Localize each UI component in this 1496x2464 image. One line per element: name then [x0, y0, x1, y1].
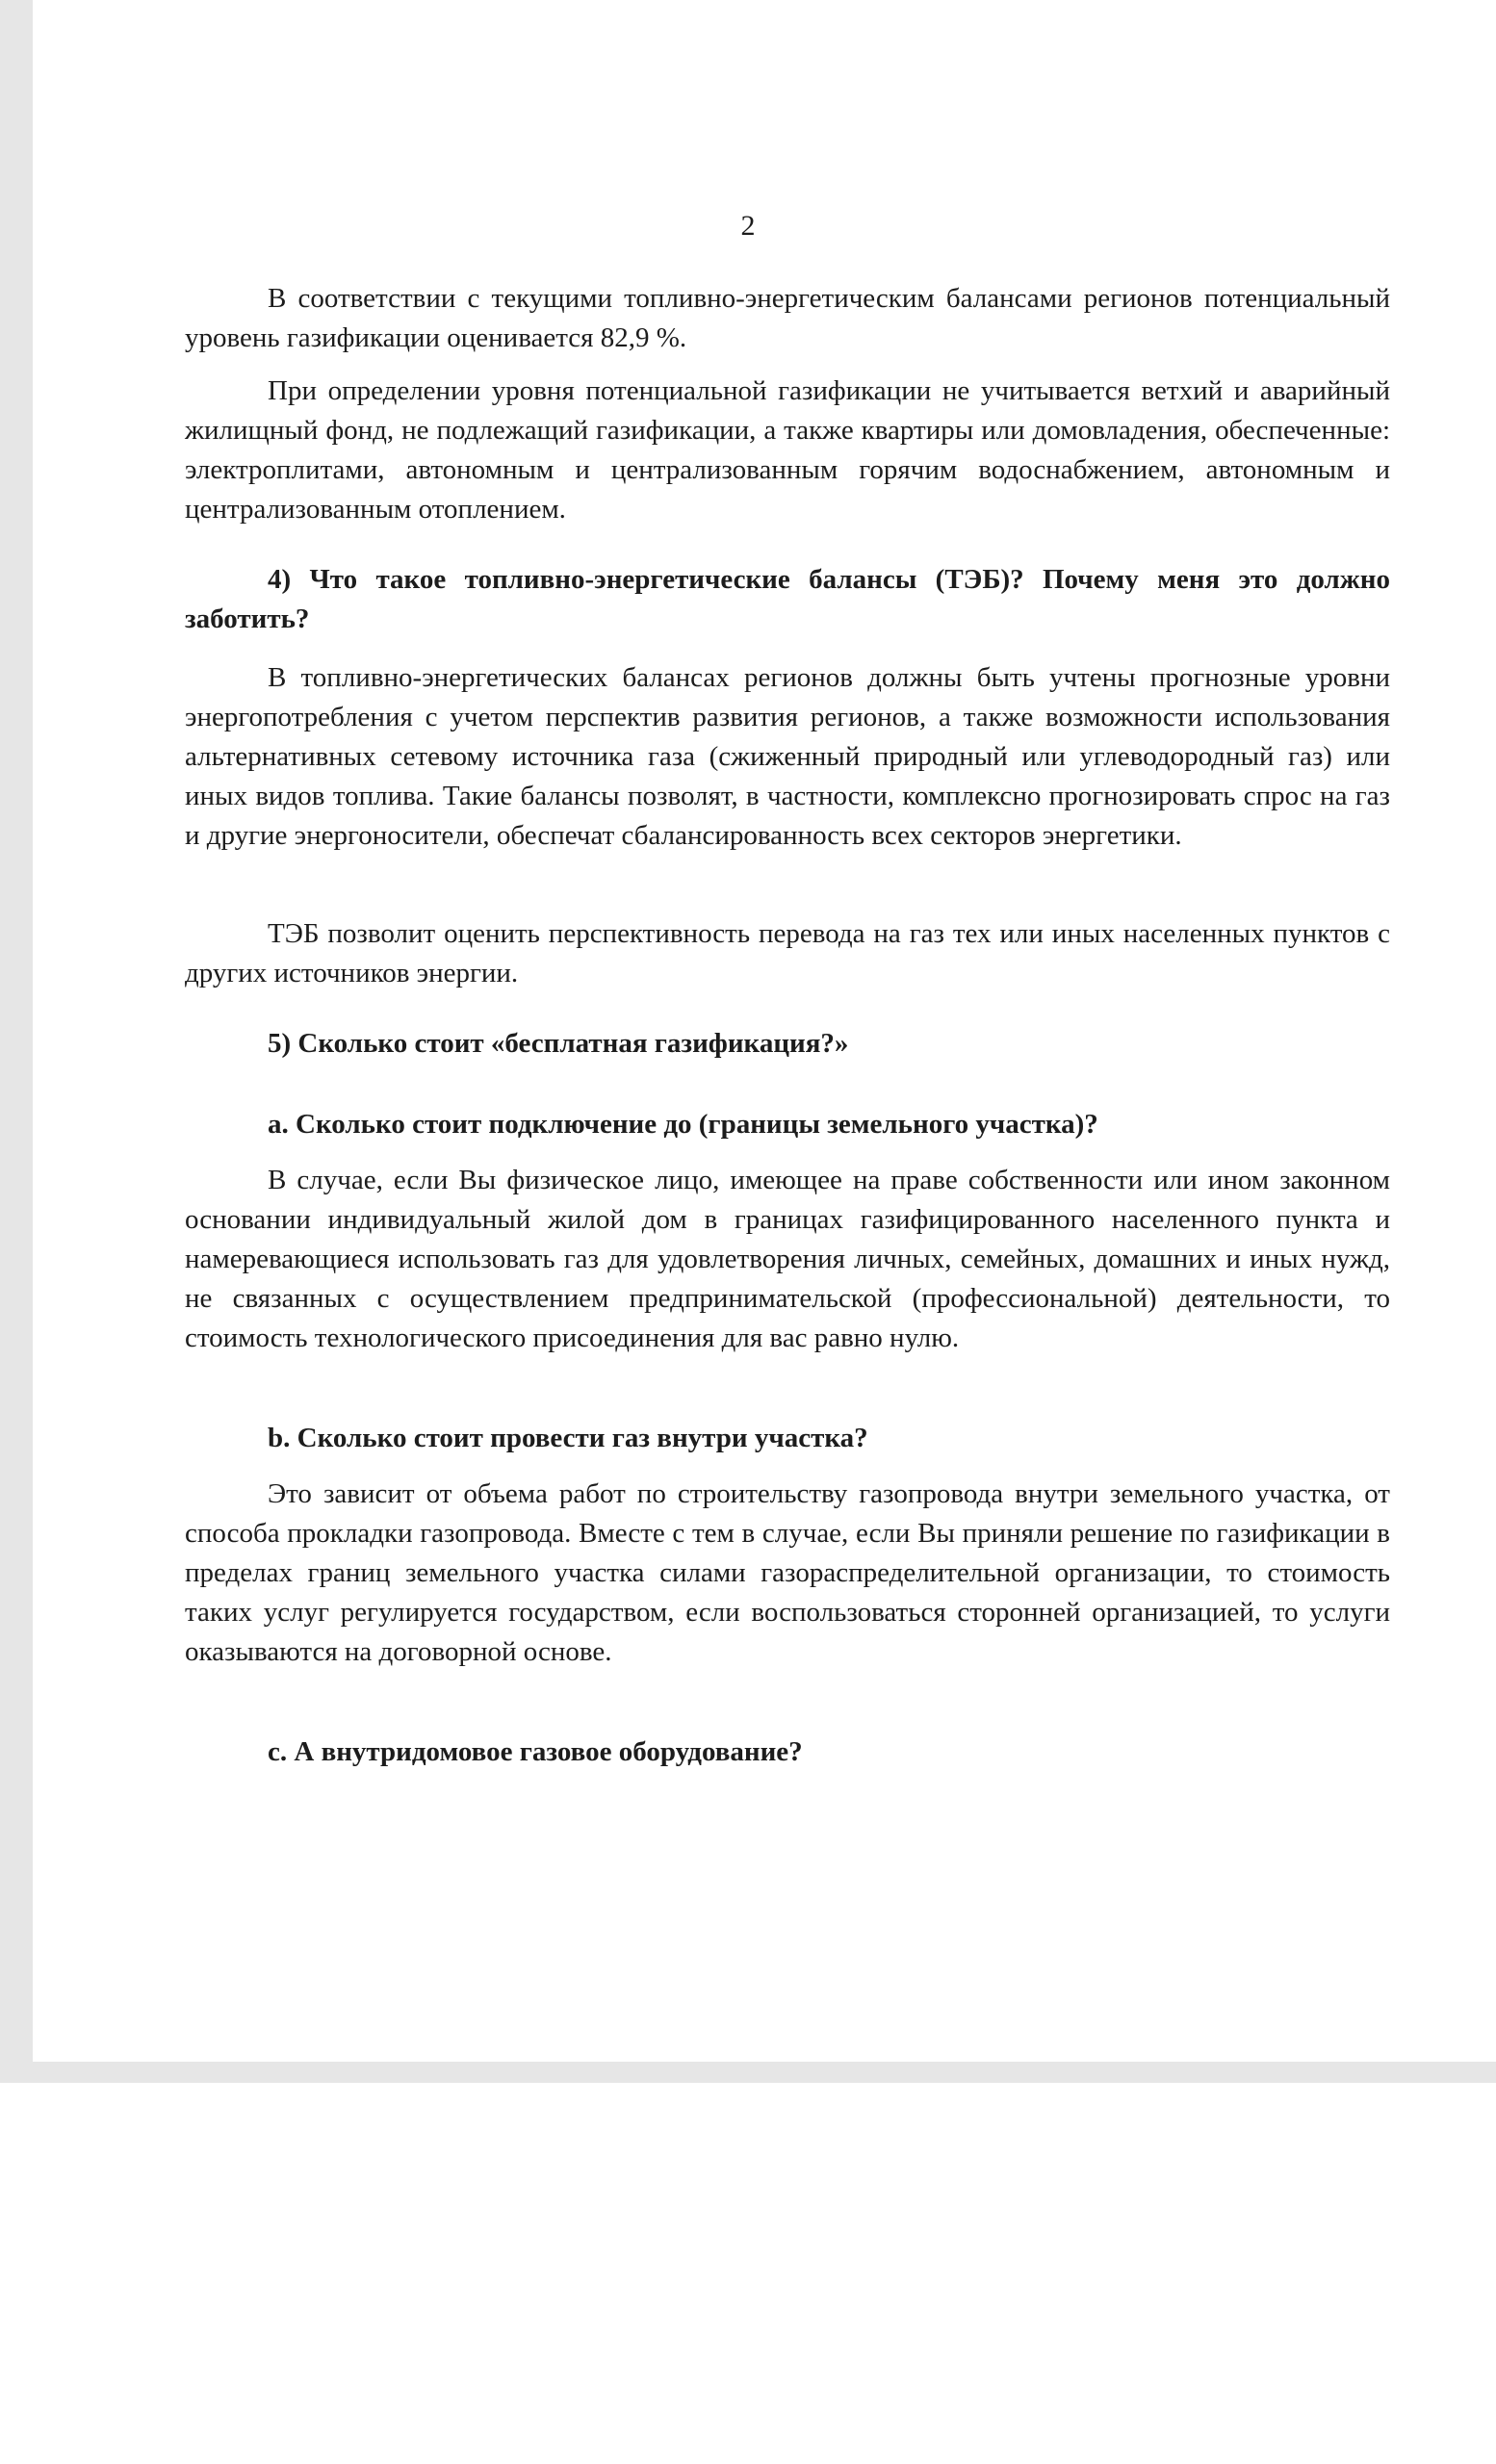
paragraph-inside-plot-cost: Это зависит от объема работ по строительству газопровода внутри земельного участка, от способа прокладки газопровода. Вместе с тем в случае, если Вы приняли решение по газификации в пределах границ земельного участка силами газораспределительной организации, то стоимость таких услуг регулируется государством, если воспользоваться сторонней организацией, то услуги оказываются на договорной основе.: [185, 1478, 1390, 1667]
blank-area: [0, 2083, 1496, 2464]
paragraph-exclusions: При определении уровня потенциальной газификации не учитывается ветхий и аварийный жилищный фонд, не подлежащий газификации, а также квартиры или домовладения, обеспеченные: электроплитами, автономным и централизованным горячим водоснабжением, автономным и централизованным отоплением.: [185, 375, 1390, 525]
paragraph-connection-cost: В случае, если Вы физическое лицо, имеющее на праве собственности или ином законном основании индивидуальный жилой дом в границах газифицированного населенного пункта и намеревающиеся использовать газ для удовлетворения личных, семейных, домашних и иных нужд, не связанных с осуществлением предпринимательской (профессиональной) деятельности, то стоимость технологического присоединения для вас равно нулю.: [185, 1165, 1390, 1353]
subheading-b: b. Сколько стоит провести газ внутри участка?: [268, 1423, 868, 1453]
subheading-a: a. Сколько стоит подключение до (границы земельного участка)?: [268, 1109, 1098, 1140]
paragraph-gasification-level: В соответствии с текущими топливно-энергетическим балансами регионов потенциальный уровень газификации оценивается 82,9 %.: [185, 283, 1390, 353]
heading-question-4: 4) Что такое топливно-энергетические балансы (ТЭБ)? Почему меня это должно заботить?: [185, 564, 1390, 634]
paragraph-teb-definition: В топливно-энергетических балансах регионов должны быть учтены прогнозные уровни энергопотребления с учетом перспектив развития регионов, а также возможности использования альтернативных сетевому источника газа (сжиженный природный или углеводородный газ) или иных видов топлива. Такие балансы позволят, в частности, комплексно прогнозировать спрос на газ и другие энергоносители, обеспечат сбалансированность всех секторов энергетики.: [185, 662, 1390, 851]
subheading-c: c. А внутридомовое газовое оборудование?: [268, 1736, 803, 1767]
heading-question-5: 5) Сколько стоит «бесплатная газификация?»: [268, 1028, 849, 1059]
paragraph-teb-purpose: ТЭБ позволит оценить перспективность перевода на газ тех или иных населенных пунктов с других источников энергии.: [185, 918, 1390, 988]
page-number: 2: [740, 210, 756, 242]
